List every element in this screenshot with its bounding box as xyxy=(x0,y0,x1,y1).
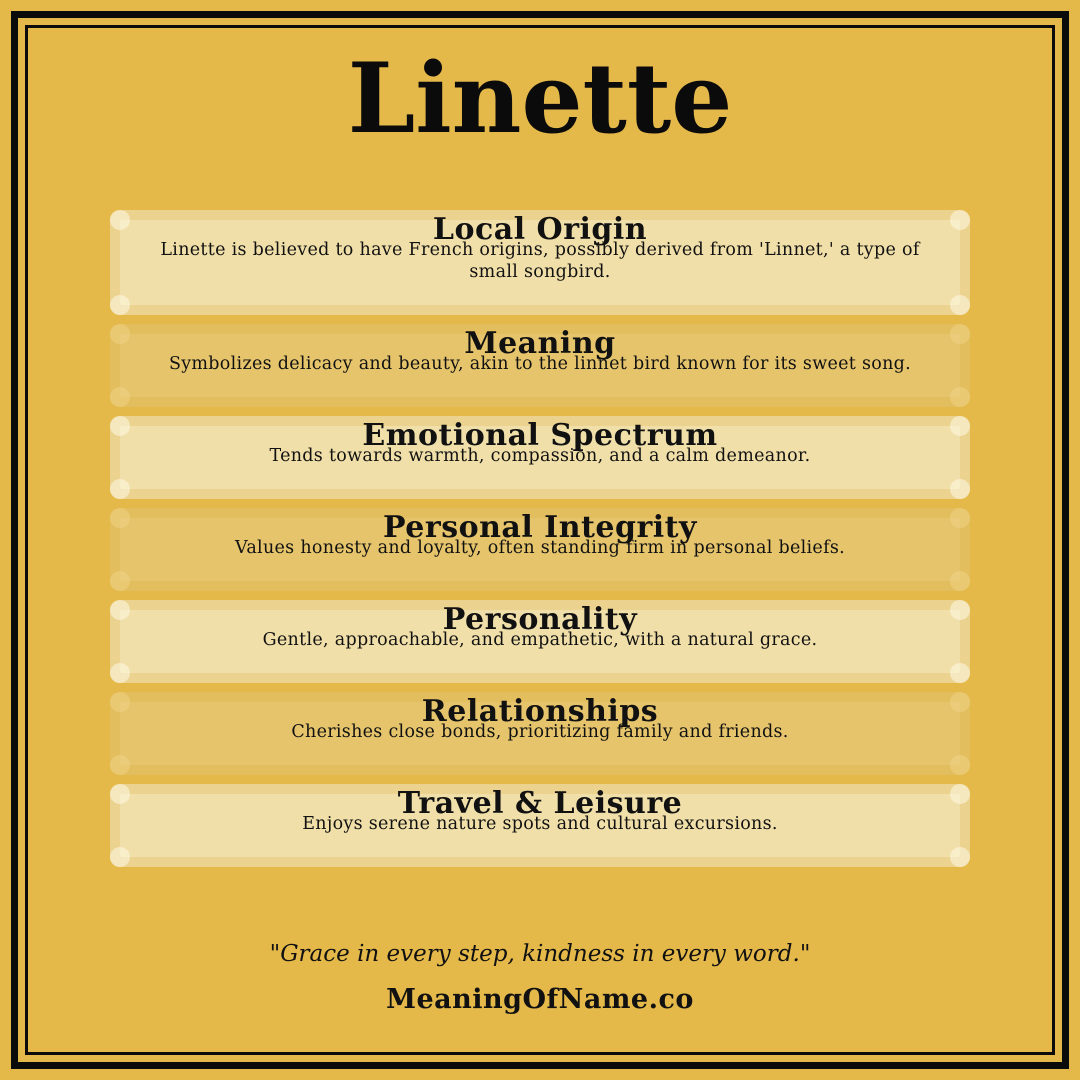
corner-ornament xyxy=(950,755,970,775)
section-card-local-origin xyxy=(110,210,970,315)
section-card-emotional-spectrum xyxy=(110,416,970,499)
corner-ornament xyxy=(950,295,970,315)
page-title: Linette xyxy=(347,42,733,155)
section-text: Gentle, approachable, and empathetic, with a natural grace. xyxy=(262,630,818,650)
quote-open-mark: " xyxy=(269,941,281,967)
corner-ornament xyxy=(110,479,130,499)
corner-ornament xyxy=(950,571,970,591)
corner-ornament xyxy=(110,295,130,315)
section-heading: Local Origin xyxy=(432,212,648,247)
section-text: Symbolizes delicacy and beauty, akin to the linnet bird known for its sweet song. xyxy=(168,354,912,374)
site-name: MeaningOfName.co xyxy=(386,984,694,1015)
quote xyxy=(0,938,1080,970)
section-text: Cherishes close bonds, prioritizing family and friends. xyxy=(291,722,789,742)
section-card-relationships xyxy=(110,692,970,775)
section-text: Tends towards warmth, compassion, and a calm demeanor. xyxy=(269,446,811,466)
section-heading: Meaning xyxy=(464,326,616,361)
section-heading: Relationships xyxy=(421,694,659,729)
quote-text: Grace in every step, kindness in every word. xyxy=(280,941,800,967)
corner-ornament xyxy=(950,847,970,867)
corner-ornament xyxy=(110,663,130,683)
corner-ornament xyxy=(950,663,970,683)
section-text: Values honesty and loyalty, often standing firm in personal beliefs. xyxy=(234,538,846,558)
section-card-meaning xyxy=(110,324,970,407)
corner-ornament xyxy=(110,571,130,591)
section-card-travel-leisure xyxy=(110,784,970,867)
corner-ornament xyxy=(950,387,970,407)
corner-ornament xyxy=(110,847,130,867)
quote-close-mark: " xyxy=(799,941,811,967)
section-card-personal-integrity xyxy=(110,508,970,591)
corner-ornament xyxy=(950,479,970,499)
section-text: Linette is believed to have French origins, possibly derived from 'Linnet,' a type of small songbird. xyxy=(160,240,920,282)
corner-ornament xyxy=(110,755,130,775)
section-heading: Emotional Spectrum xyxy=(362,418,718,453)
corner-ornament xyxy=(110,387,130,407)
section-heading: Personal Integrity xyxy=(383,510,697,545)
section-heading: Personality xyxy=(442,602,638,637)
section-heading: Travel & Leisure xyxy=(397,786,683,821)
section-text: Enjoys serene nature spots and cultural excursions. xyxy=(302,814,778,834)
section-card-personality xyxy=(110,600,970,683)
